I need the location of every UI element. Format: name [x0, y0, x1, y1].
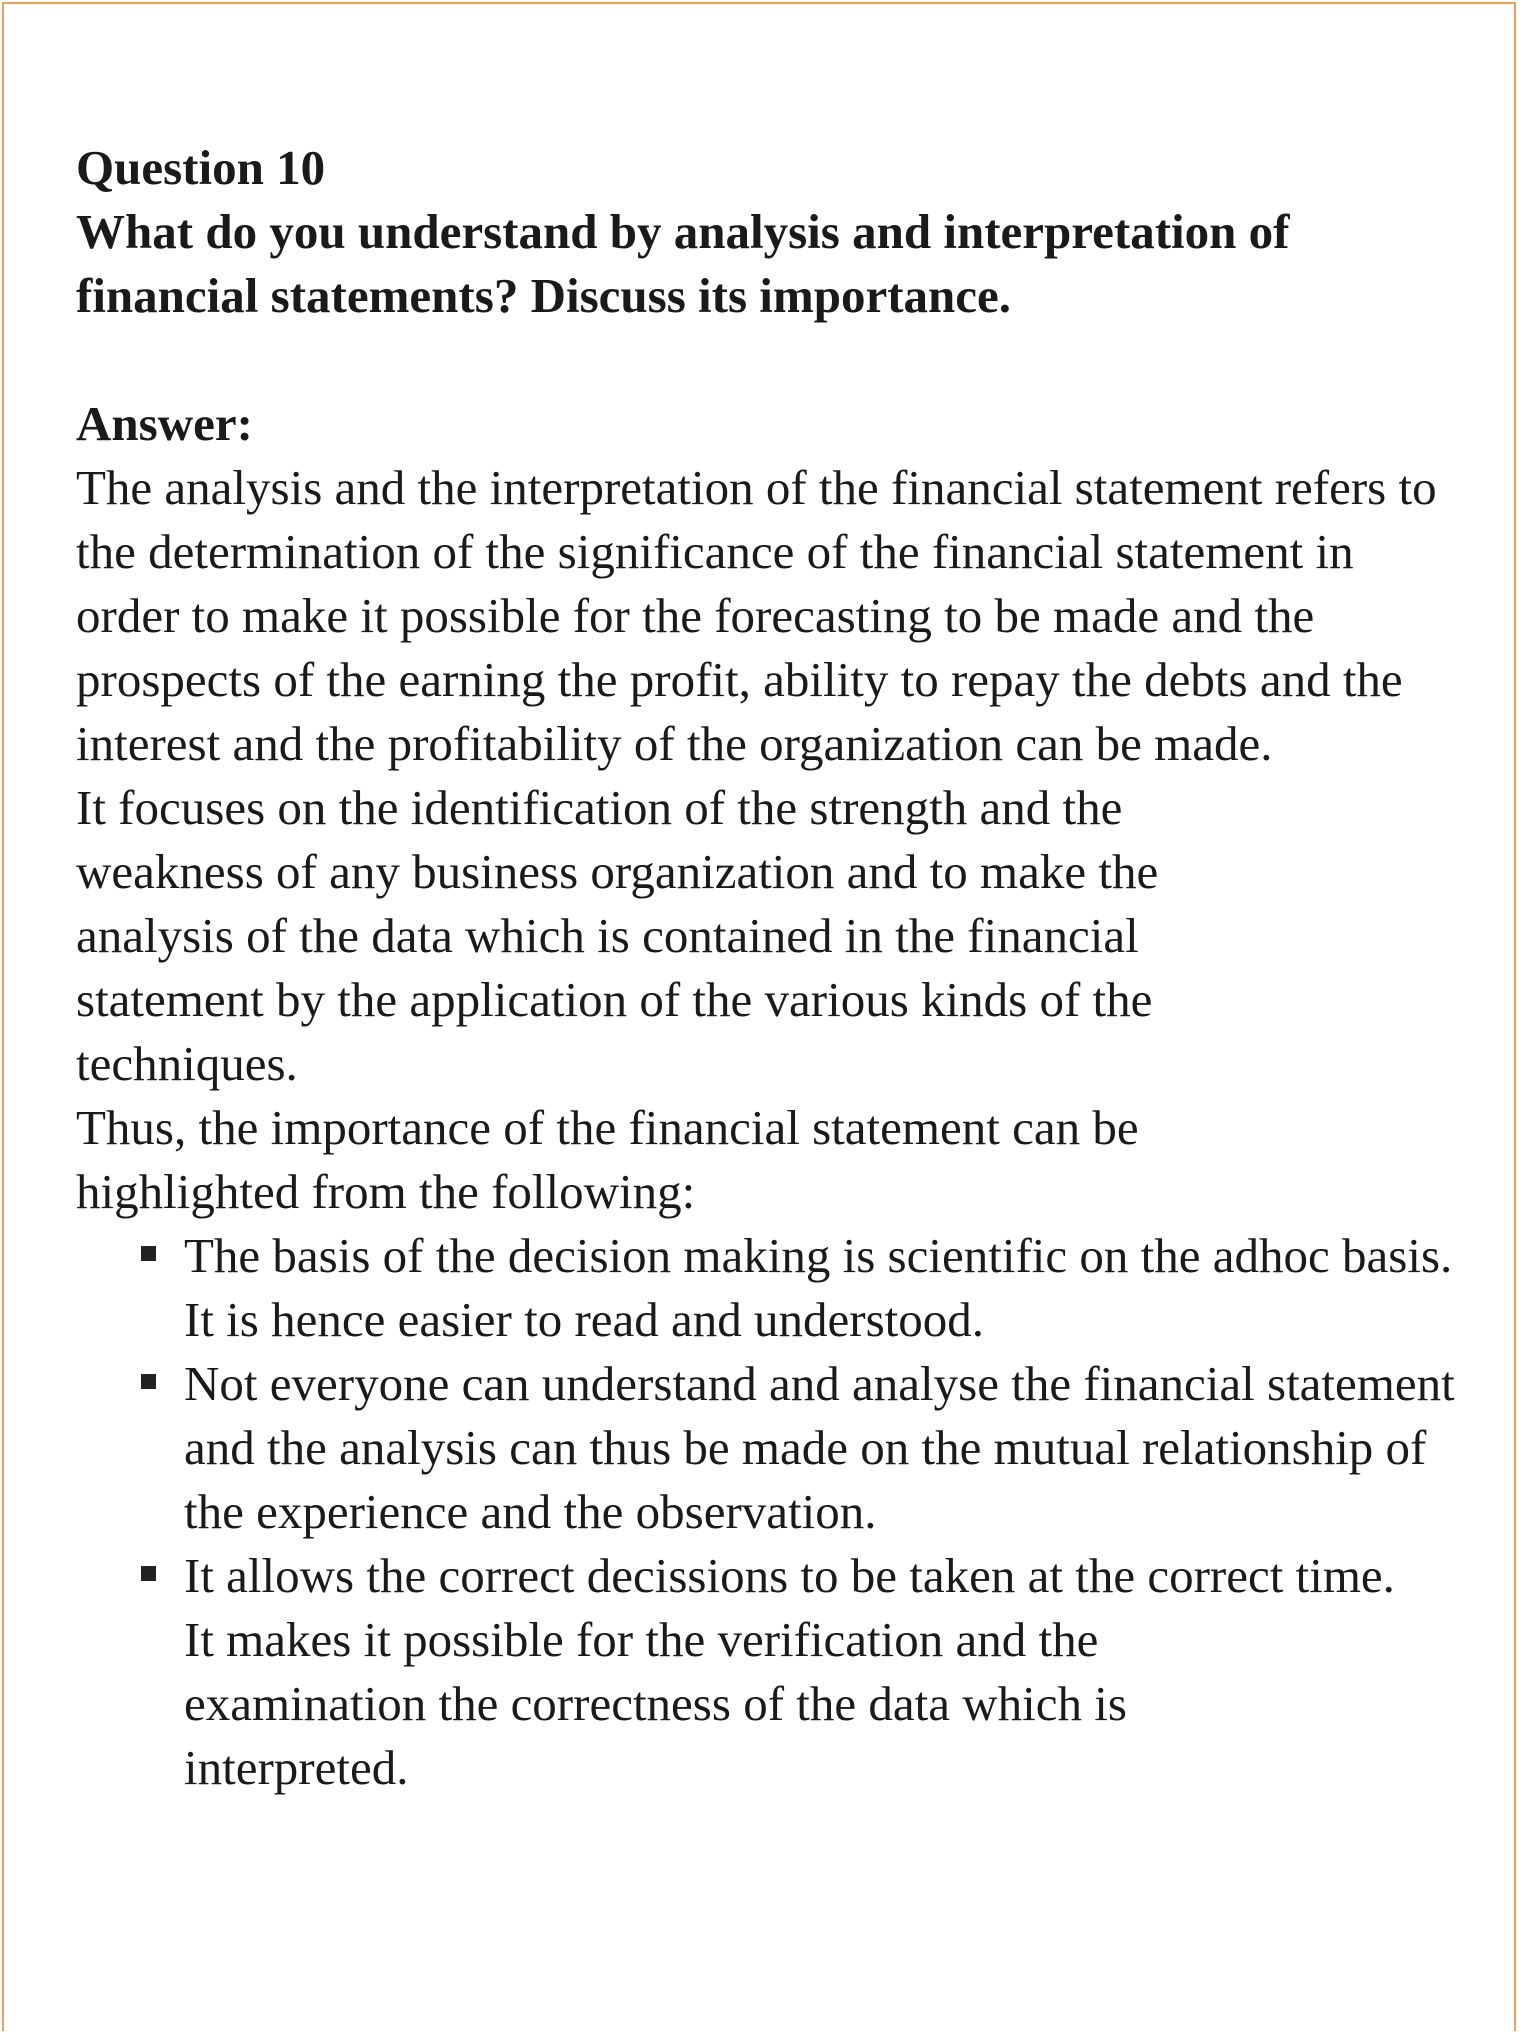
list-item-continuation: It makes it possible for the verification and the examination the correctness of the data which is interpreted.: [184, 1612, 1127, 1795]
answer-paragraph-3: Thus, the importance of the financial statement can be highlighted from the following:: [76, 1100, 1139, 1219]
list-item: [76, 1352, 1484, 1544]
square-bullet-icon: [141, 1566, 156, 1581]
document-body: [76, 136, 1456, 1800]
square-bullet-icon: [141, 1246, 156, 1261]
question-title: Question 10: [76, 140, 326, 195]
square-bullet-icon: [141, 1374, 156, 1389]
spacer: [76, 328, 1456, 392]
page-frame: [2, 2, 1516, 2031]
list-item-text: The basis of the decision making is scientific on the adhoc basis. It is hence easier to read and understood.: [184, 1228, 1453, 1347]
list-item-text: Not everyone can understand and analyse the financial statement and the analysis can thus be made on the mutual relationship of the experience and the observation.: [184, 1356, 1455, 1539]
answer-label: Answer:: [76, 396, 253, 451]
question-text: What do you understand by analysis and interpretation of financial statements? Discuss its importance.: [76, 204, 1290, 323]
answer-paragraph-1: The analysis and the interpretation of the financial statement refers to the determination of the significance of the financial statement in order to make it possible for the forecasting to be made and the prospects of the earning the profit, ability to repay the debts and the interest and the profitability of the organization can be made.: [76, 460, 1437, 771]
list-item: [76, 1544, 1522, 1800]
importance-list: [76, 1224, 1456, 1800]
list-item-text: It allows the correct decissions to be taken at the correct time.: [184, 1548, 1395, 1603]
answer-paragraph-2: It focuses on the identification of the strength and the weakness of any business organization and to make the analysis of the data which is contained in the financial statement by the application of the various kinds of the techniques.: [76, 780, 1159, 1091]
list-item: [76, 1224, 1464, 1352]
